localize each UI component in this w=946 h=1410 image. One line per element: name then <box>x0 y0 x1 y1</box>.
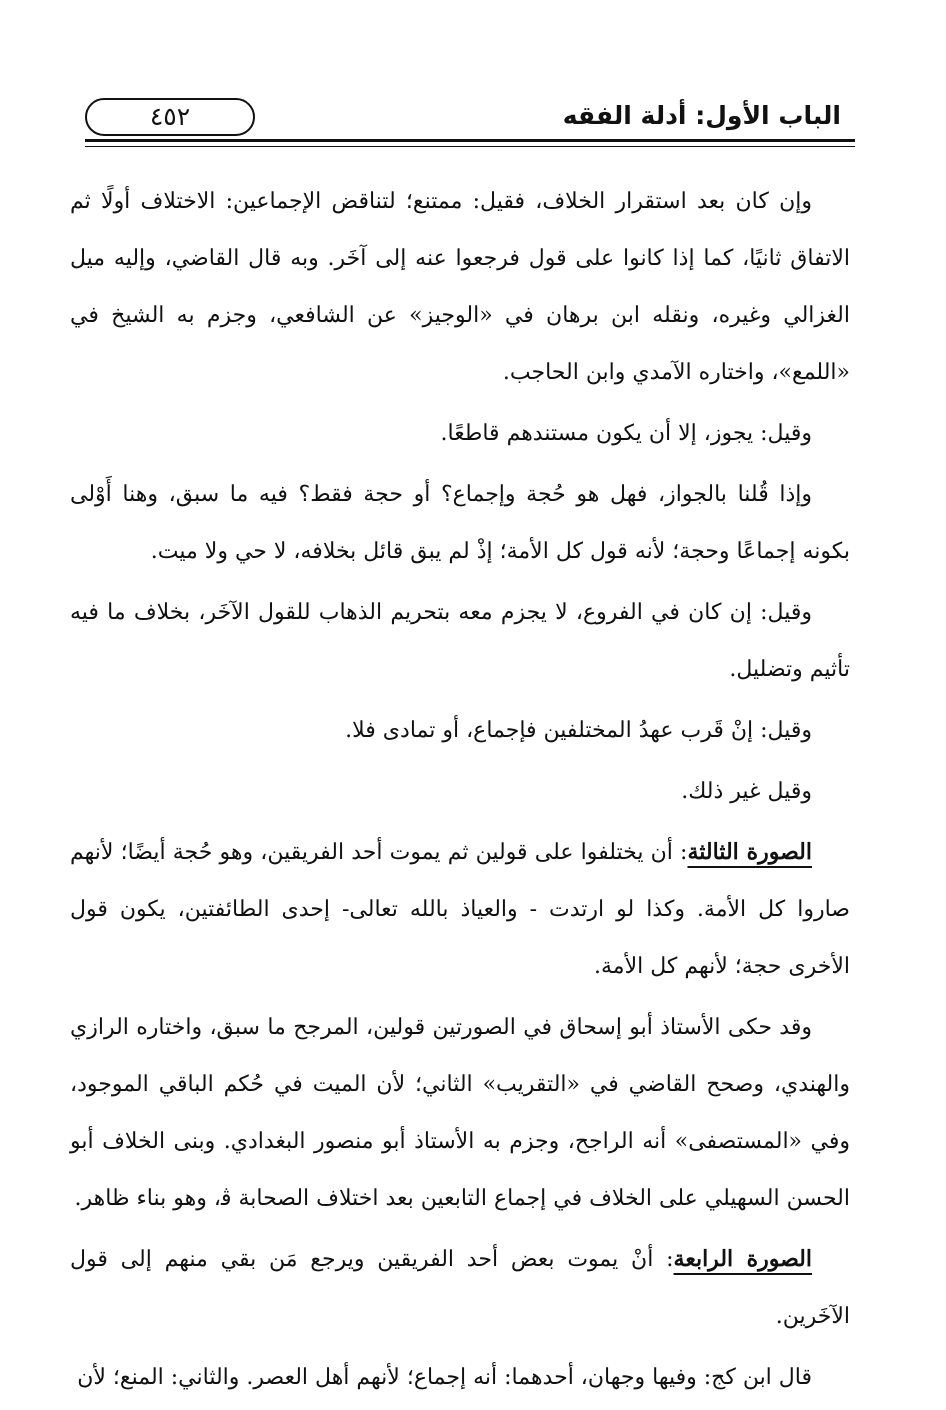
paragraph-text: : أنْ يموت بعض أحد الفريقين ويرجع مَن بقي منهم إلى قول الآخَرين. <box>70 1247 850 1329</box>
section-label: الصورة الرابعة <box>673 1246 812 1272</box>
paragraph-text: وقد حكى الأستاذ أبو إسحاق في الصورتين قولين، المرجح ما سبق، واختاره الرازي والهندي، وصحح القاضي في «التقريب» الثاني؛ لأن الميت في حُكم الباقي الموجود، وفي «المستصفى» أنه الراجح، وجزم به الأستاذ أبو منصور البغدادي. وبنى الخلاف أبو الحسن السهيلي على الخلاف في إجماع التابعين بعد اختلاف الصحابة ﭬ، وهو بناء ظاهر. <box>70 1015 850 1211</box>
paragraph <box>70 1231 850 1345</box>
page-number-badge: ٤٥٢ <box>85 98 255 136</box>
paragraph <box>70 1349 850 1406</box>
paragraph <box>70 173 850 401</box>
paragraph <box>70 702 850 759</box>
paragraph-text: وقيل: يجوز، إلا أن يكون مستندهم قاطعًا. <box>440 421 812 446</box>
paragraph <box>70 584 850 698</box>
paragraph <box>70 763 850 820</box>
header-rule-thick <box>85 139 855 142</box>
section-label: الصورة الثالثة <box>687 839 812 865</box>
paragraph-text: وقيل غير ذلك. <box>681 779 812 804</box>
paragraph <box>70 999 850 1227</box>
running-header-title: الباب الأول: أدلة الفقه <box>562 101 841 130</box>
paragraph-text: وقيل: إنْ قَرب عهدُ المختلفين فإجماع، أو تمادى فلا. <box>345 718 812 743</box>
paragraph-text: : أن يختلفوا على قولين ثم يموت أحد الفريقين، وهو حُجة أيضًا؛ لأنهم صاروا كل الأمة. وكذا لو ارتدت - والعياذ بالله تعالى- إحدى الطائفتين، يكون قول الأخرى حجة؛ لأنهم كل الأمة. <box>70 840 850 979</box>
paragraph-text: وإذا قُلنا بالجواز، فهل هو حُجة وإجماع؟ أو حجة فقط؟ فيه ما سبق، وهنا أَوْلى بكونه إجماعًا وحجة؛ لأنه قول كل الأمة؛ إذْ لم يبق قائل بخلافه، لا حي ولا ميت. <box>70 482 850 564</box>
paragraph-text: قال ابن كج: وفيها وجهان، أحدهما: أنه إجماع؛ لأنهم أهل العصر. والثاني: المنع؛ لأن <box>77 1365 812 1390</box>
paragraph <box>70 405 850 462</box>
paragraph-text: وإن كان بعد استقرار الخلاف، فقيل: ممتنع؛ لتناقض الإجماعين: الاختلاف أولًا ثم الاتفاق ثانيًا، كما إذا كانوا على قول فرجعوا عنه إلى آخَر. وبه قال القاضي، وإليه ميل الغزالي وغيره، ونقله ابن برهان في «الوجيز» عن الشافعي، وجزم به الشيخ في «اللمع»، واختاره الآمدي وابن الحاجب. <box>70 189 850 385</box>
header-rule-thin <box>85 146 855 147</box>
paragraph <box>70 824 850 995</box>
paragraph <box>70 466 850 580</box>
paragraph-text: وقيل: إن كان في الفروع، لا يجزم معه بتحريم الذهاب للقول الآخَر، بخلاف ما فيه تأثيم وتضليل. <box>70 600 850 682</box>
page-body <box>70 173 850 1410</box>
